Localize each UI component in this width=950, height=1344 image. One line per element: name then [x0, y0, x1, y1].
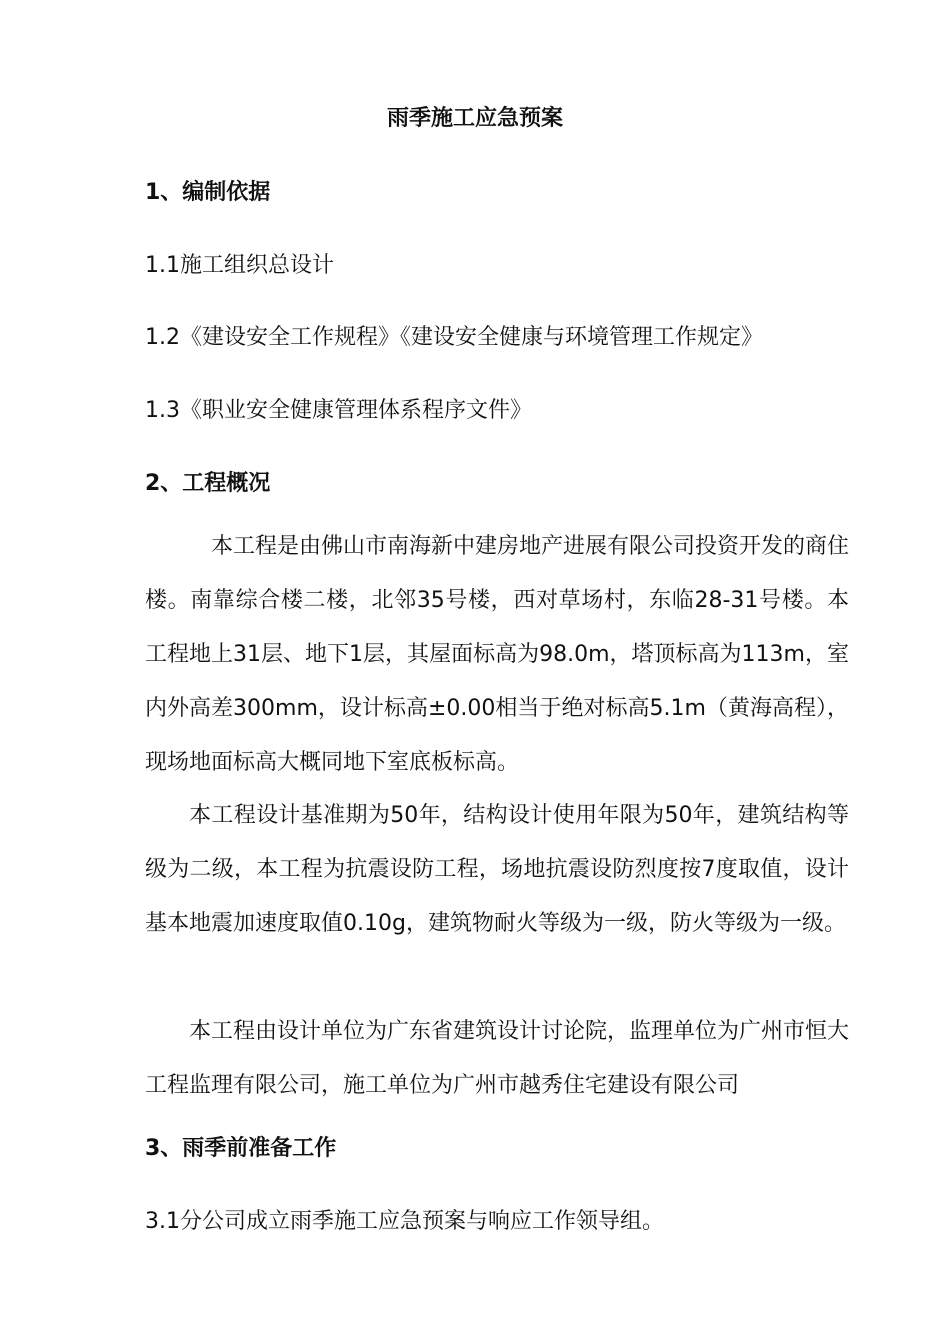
document-title: 雨季施工应急预案: [386, 106, 563, 131]
section-1-heading: 1、编制依据: [145, 180, 271, 205]
section-1-item: 1.2《建设安全工作规程》《建设安全健康与环境管理工作规定》: [145, 325, 763, 350]
section-3-heading: 3、雨季前准备工作: [145, 1136, 337, 1161]
section-2-paragraph: 本工程是由佛山市南海新中建房地产进展有限公司投资开发的商住楼。南靠综合楼二楼，北邻35号楼，西对草场村，东临28-31号楼。本工程地上31层、地下1层，其屋面标高为98.0m，塔顶标高为113m，室内外高差300mm，设计标高±0.00相当于绝对标高5.1m（黄海高程），现场地面标高大概同地下室底板标高。: [145, 534, 850, 775]
section-1-item: 1.3《职业安全健康管理体系程序文件》: [145, 398, 532, 423]
section-2-paragraph: 本工程设计基准期为50年，结构设计使用年限为50年，建筑结构等级为二级，本工程为抗震设防工程，场地抗震设防烈度按7度取值，设计基本地震加速度取值0.10g，建筑物耐火等级为一级，防火等级为一级。: [145, 803, 849, 936]
section-3-item: 3.1分公司成立雨季施工应急预案与响应工作领导组。: [145, 1209, 664, 1234]
section-2-paragraph: 本工程由设计单位为广东省建筑设计讨论院，监理单位为广州市恒大工程监理有限公司，施工单位为广州市越秀住宅建设有限公司: [145, 1019, 850, 1098]
section-1-item: 1.1施工组织总设计: [145, 253, 334, 278]
section-2-heading: 2、工程概况: [145, 471, 271, 496]
